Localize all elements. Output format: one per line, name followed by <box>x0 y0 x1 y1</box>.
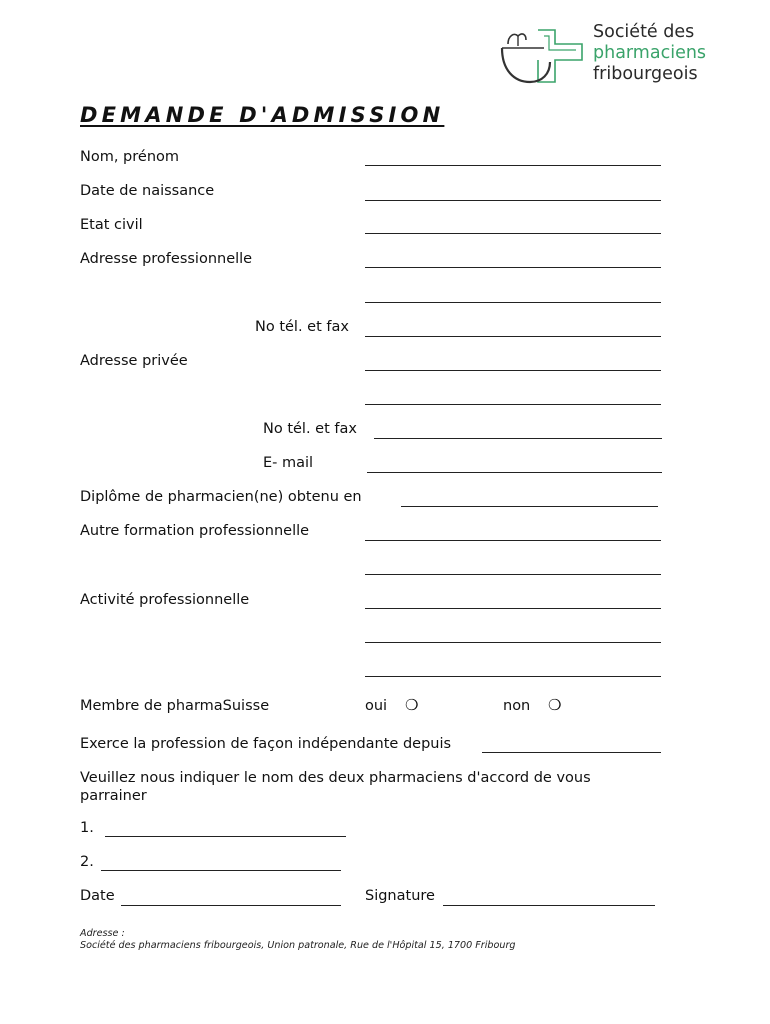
field-adresse-pro-2[interactable] <box>365 302 661 303</box>
label-adresse-privee: Adresse privée <box>80 353 188 369</box>
label-email: E- mail <box>263 455 314 471</box>
label-tel-pro: No tél. et fax <box>255 319 349 335</box>
label-non: non <box>503 698 531 714</box>
logo-line-2: pharmaciens <box>593 43 707 63</box>
label-nom: Nom, prénom <box>80 149 180 165</box>
field-adresse-privee-1[interactable] <box>365 370 661 371</box>
pharmacy-cross-icon <box>498 22 593 94</box>
footer-address-label: Adresse : <box>80 928 125 939</box>
field-signature[interactable] <box>443 905 655 906</box>
label-autre-formation: Autre formation professionnelle <box>80 523 310 539</box>
field-autre-formation-2[interactable] <box>365 574 661 575</box>
label-diplome: Diplôme de pharmacien(ne) obtenu en <box>80 489 362 505</box>
logo-line-3: fribourgeois <box>593 64 698 84</box>
label-parrain-1: 1. <box>80 820 94 836</box>
page-title: DEMANDE D'ADMISSION <box>80 103 445 127</box>
label-oui: oui <box>365 698 388 714</box>
checkbox-non-icon[interactable]: ❍ <box>548 696 562 714</box>
field-date[interactable] <box>121 905 341 906</box>
field-parrain-2[interactable] <box>101 870 341 871</box>
field-tel-prive[interactable] <box>374 438 662 439</box>
field-adresse-privee-2[interactable] <box>365 404 661 405</box>
label-tel-prive: No tél. et fax <box>263 421 357 437</box>
field-etat-civil[interactable] <box>365 233 661 234</box>
label-etat-civil: Etat civil <box>80 217 143 233</box>
field-independant[interactable] <box>482 752 661 753</box>
label-activite: Activité professionnelle <box>80 592 250 608</box>
field-email[interactable] <box>367 472 662 473</box>
label-parrain-2: 2. <box>80 854 94 870</box>
logo-wordmark <box>593 22 706 85</box>
field-nom[interactable] <box>365 165 661 166</box>
label-independant: Exerce la profession de façon indépendante depuis <box>80 736 452 752</box>
label-date: Date <box>80 888 115 904</box>
society-logo <box>498 22 728 94</box>
field-tel-pro[interactable] <box>365 336 661 337</box>
checkbox-oui-icon[interactable]: ❍ <box>405 696 419 714</box>
field-activite-1[interactable] <box>365 608 661 609</box>
field-activite-3[interactable] <box>365 676 661 677</box>
label-signature: Signature <box>365 888 435 904</box>
field-parrain-1[interactable] <box>105 836 346 837</box>
label-adresse-pro: Adresse professionnelle <box>80 251 253 267</box>
field-activite-2[interactable] <box>365 642 661 643</box>
label-naissance: Date de naissance <box>80 183 215 199</box>
logo-line-1: Société des <box>593 22 695 42</box>
field-diplome[interactable] <box>401 506 658 507</box>
field-autre-formation-1[interactable] <box>365 540 661 541</box>
field-adresse-pro-1[interactable] <box>365 267 661 268</box>
field-naissance[interactable] <box>365 200 661 201</box>
footer-address: Société des pharmaciens fribourgeois, Union patronale, Rue de l'Hôpital 15, 1700 Fribourg <box>80 940 516 951</box>
label-parrains: Veuillez nous indiquer le nom des deux pharmaciens d'accord de vous parrainer <box>80 770 591 804</box>
label-membre: Membre de pharmaSuisse <box>80 698 270 714</box>
